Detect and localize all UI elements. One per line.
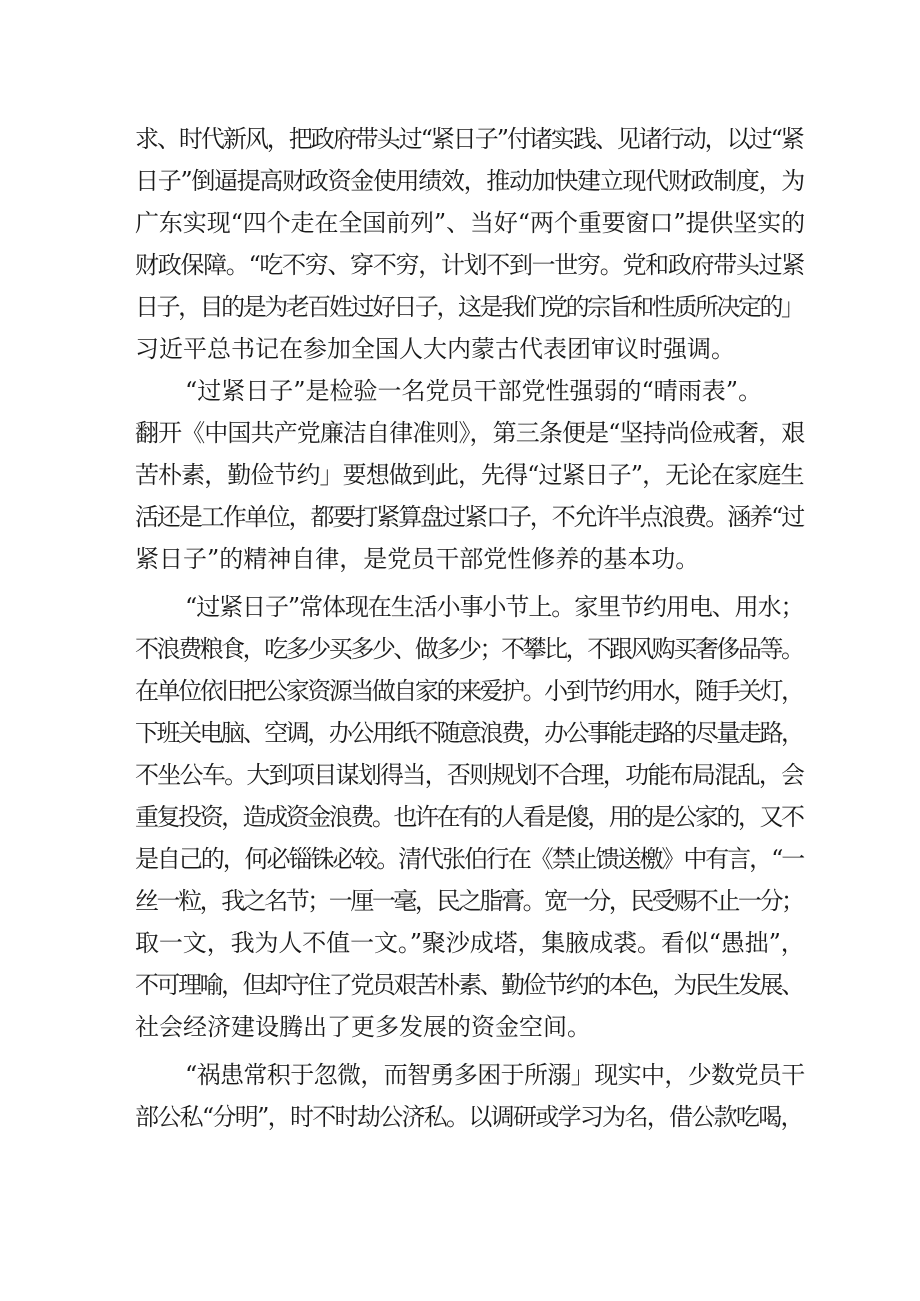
- text-line: 不浪费粮食，吃多少买多少、做多少；不攀比，不跟风购买奢侈品等。: [135, 635, 803, 663]
- text-line: “祸患常积于忽微，而智勇多困于所溺」现实中，少数党员干: [185, 1061, 805, 1089]
- text-line: 活还是工作单位，都要打紧算盘过紧口子，不允许半点浪费。涵养“过: [135, 503, 804, 531]
- text-line: 日子”倒逼提高财政资金使用绩效，推动加快建立现代财政制度，为: [135, 167, 804, 195]
- text-line: 在单位依旧把公家资源当做自家的来爱护。小到节约用水，随手关灯，: [135, 677, 803, 705]
- text-line: 日子，目的是为老百姓过好日子，这是我们党的宗旨和性质所决定的」: [135, 293, 803, 321]
- text-line: 不坐公车。大到项目谋划得当，否则规划不合理，功能布局混乱，会: [135, 761, 804, 789]
- text-line: 重复投资，造成资金浪费。也许在有的人看是傻，用的是公家的，又不: [135, 803, 803, 831]
- text-line: “过紧日子”是检验一名党员干部党性强弱的“晴雨表”。: [185, 377, 763, 405]
- text-line: 求、时代新风，把政府带头过“紧日子”付诸实践、见诸行动，以过“紧: [135, 125, 803, 153]
- text-line: 是自己的，何必锱铢必较。清代张伯行在《禁止馈送檄》中有言，“一: [135, 845, 804, 873]
- text-line: 社会经济建设腾出了更多发展的资金空间。: [135, 1013, 591, 1041]
- text-line: 丝一粒，我之名节；一厘一毫，民之脂膏。宽一分，民受赐不止一分；: [135, 887, 803, 915]
- text-line: 不可理喻，但却守住了党员艰苦朴素、勤俭节约的本色，为民生发展、: [135, 971, 803, 999]
- text-line: 财政保障。“吃不穷、穿不穷，计划不到一世穷。党和政府带头过紧: [135, 251, 804, 279]
- text-line: 广东实现“四个走在全国前列”、当好“两个重要窗口”提供坚实的: [135, 209, 805, 237]
- text-line: 习近平总书记在参加全国人大内蒙古代表团审议时强调。: [135, 335, 735, 363]
- text-line: 下班关电脑、空调，办公用纸不随意浪费，办公事能走路的尽量走路，: [135, 719, 803, 747]
- text-line: 翻开《中国共产党廉洁自律准则》，第三条便是“坚持尚俭戒奢，艰: [135, 419, 805, 447]
- text-line: “过紧日子”常体现在生活小事小节上。家里节约用电、用水；: [185, 593, 804, 621]
- text-line: 部公私“分明”，时不时劫公济私。以调研或学习为名，借公款吃喝，: [135, 1103, 803, 1131]
- text-line: 苦朴素，勤俭节约」要想做到此，先得“过紧日子”，无论在家庭生: [135, 461, 804, 489]
- text-line: 取一文，我为人不值一文。”聚沙成塔，集腋成裘。看似“愚拙”，: [135, 929, 805, 957]
- text-line: 紧日子”的精神自律，是党员干部党性修养的基本功。: [135, 545, 700, 573]
